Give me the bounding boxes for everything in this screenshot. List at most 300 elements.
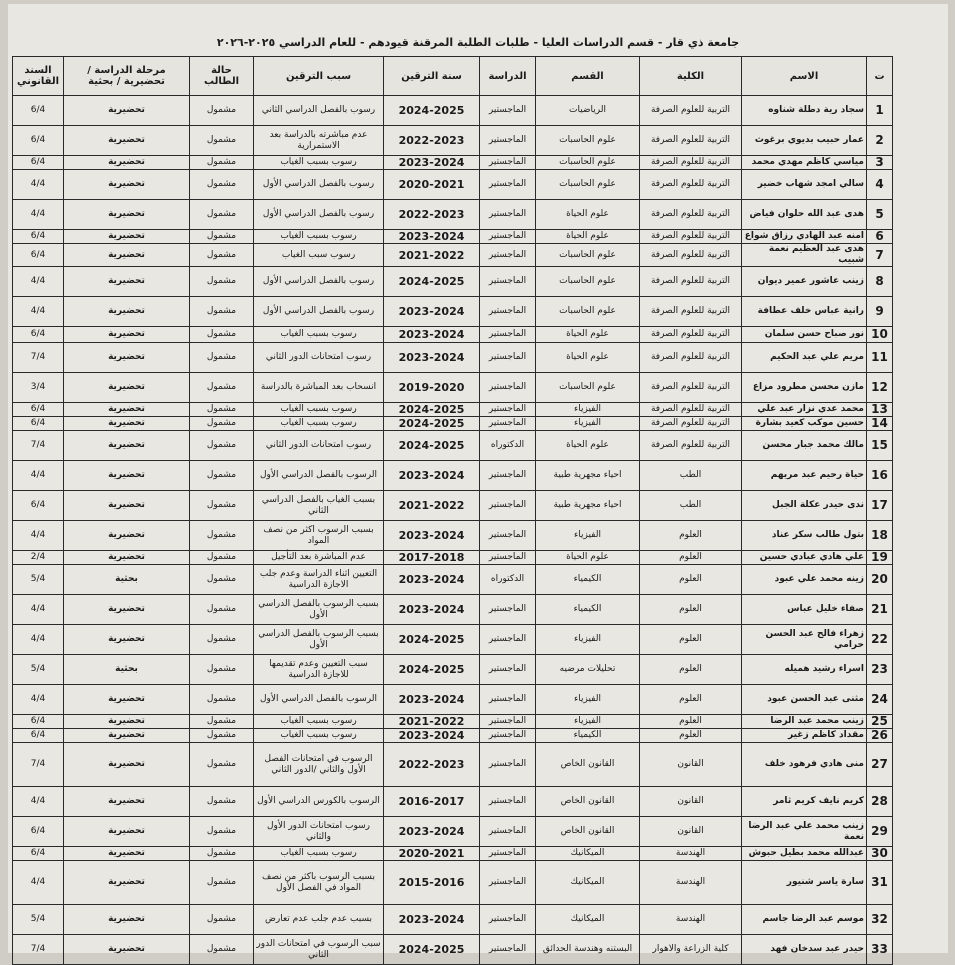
college-cell: التربية للعلوم الصرفة <box>640 126 742 156</box>
reason-cell: رسوب امتحانات الدور الأول والثاني <box>254 817 384 847</box>
stage-cell: تحضيرية <box>64 343 190 373</box>
row-number: 21 <box>867 595 893 625</box>
reason-cell: رسوب بسبب الغياب <box>254 156 384 170</box>
table-header-row <box>13 57 893 96</box>
college-cell: العلوم <box>640 729 742 743</box>
department-cell: القانون الخاص <box>536 817 640 847</box>
student-name: صفاء خليل عباس <box>742 595 867 625</box>
reason-cell: رسوب بالفصل الدراسي الأول <box>254 170 384 200</box>
document-sheet <box>8 4 948 960</box>
college-cell: التربية للعلوم الصرفة <box>640 267 742 297</box>
student-name: امنه عبد الهادي رزاق شواع <box>742 230 867 244</box>
seq-cell: 4/4 <box>13 170 64 200</box>
seq-cell: 6/4 <box>13 327 64 343</box>
stage-cell: تحضيرية <box>64 297 190 327</box>
header-reason: سبب الترقين <box>254 57 384 96</box>
student-name: رانية عباس خلف عطافة <box>742 297 867 327</box>
seq-cell: 6/4 <box>13 403 64 417</box>
department-cell: علوم الحياة <box>536 230 640 244</box>
department-cell: علوم الحاسبات <box>536 267 640 297</box>
degree-cell: الماجستير <box>480 96 536 126</box>
row-number: 10 <box>867 327 893 343</box>
reason-cell: رسوب بسبب الغياب <box>254 417 384 431</box>
status-cell: مشمول <box>190 551 254 565</box>
reason-cell: سبب الرسوب في امتحانات الدور الثاني <box>254 935 384 965</box>
degree-cell: الماجستير <box>480 625 536 655</box>
reason-cell: رسوب بسبب الغياب <box>254 729 384 743</box>
college-cell: العلوم <box>640 715 742 729</box>
degree-cell: الماجستير <box>480 403 536 417</box>
degree-cell: الماجستير <box>480 905 536 935</box>
stage-cell: بحثية <box>64 655 190 685</box>
status-cell: مشمول <box>190 787 254 817</box>
table-row <box>13 625 893 655</box>
student-name: حسين موكب كعيد بشارة <box>742 417 867 431</box>
degree-cell: الماجستير <box>480 373 536 403</box>
header-degree: الدراسة <box>480 57 536 96</box>
seq-cell: 6/4 <box>13 491 64 521</box>
stage-cell: تحضيرية <box>64 905 190 935</box>
college-cell: الهندسة <box>640 861 742 905</box>
college-cell: الهندسة <box>640 847 742 861</box>
year-cell: 2024-2025 <box>384 267 480 297</box>
table-row <box>13 655 893 685</box>
stage-cell: تحضيرية <box>64 327 190 343</box>
department-cell: علوم الحاسبات <box>536 170 640 200</box>
stage-cell: تحضيرية <box>64 861 190 905</box>
year-cell: 2020-2021 <box>384 170 480 200</box>
seq-cell: 4/4 <box>13 200 64 230</box>
student-name: زينب محمد علي عبد الرضا نعمة <box>742 817 867 847</box>
degree-cell: الماجستير <box>480 200 536 230</box>
header-num: ت <box>867 57 893 96</box>
row-number: 5 <box>867 200 893 230</box>
seq-cell: 5/4 <box>13 565 64 595</box>
stage-cell: تحضيرية <box>64 551 190 565</box>
year-cell: 2023-2024 <box>384 297 480 327</box>
stage-cell: تحضيرية <box>64 715 190 729</box>
year-cell: 2023-2024 <box>384 156 480 170</box>
stage-cell: تحضيرية <box>64 417 190 431</box>
student-name: هدى عبد العظيم نعمة شبيب <box>742 244 867 267</box>
degree-cell: الماجستير <box>480 126 536 156</box>
year-cell: 2022-2023 <box>384 743 480 787</box>
row-number: 15 <box>867 431 893 461</box>
department-cell: علوم الحياة <box>536 200 640 230</box>
table-row <box>13 847 893 861</box>
table-row <box>13 126 893 156</box>
stage-cell: تحضيرية <box>64 817 190 847</box>
status-cell: مشمول <box>190 431 254 461</box>
row-number: 12 <box>867 373 893 403</box>
department-cell: علوم الحاسبات <box>536 297 640 327</box>
student-name: هدى عبد الله حلوان فياض <box>742 200 867 230</box>
status-cell: مشمول <box>190 230 254 244</box>
status-cell: مشمول <box>190 96 254 126</box>
year-cell: 2023-2024 <box>384 343 480 373</box>
table-row <box>13 861 893 905</box>
reason-cell: انسحاب بعد المباشرة بالدراسة <box>254 373 384 403</box>
department-cell: علوم الحاسبات <box>536 126 640 156</box>
college-cell: التربية للعلوم الصرفة <box>640 327 742 343</box>
student-name: زينب محمد عبد الرضا <box>742 715 867 729</box>
header-seq: السند القانوني <box>13 57 64 96</box>
table-row <box>13 373 893 403</box>
department-cell: الميكانيك <box>536 847 640 861</box>
student-name: اسراء رشيد هميله <box>742 655 867 685</box>
stage-cell: تحضيرية <box>64 170 190 200</box>
status-cell: مشمول <box>190 461 254 491</box>
stage-cell: تحضيرية <box>64 230 190 244</box>
seq-cell: 7/4 <box>13 431 64 461</box>
row-number: 11 <box>867 343 893 373</box>
department-cell: الفيزياء <box>536 625 640 655</box>
header-dept: القسم <box>536 57 640 96</box>
degree-cell: الماجستير <box>480 655 536 685</box>
seq-cell: 7/4 <box>13 343 64 373</box>
year-cell: 2022-2023 <box>384 126 480 156</box>
department-cell: علوم الحياة <box>536 431 640 461</box>
stage-cell: تحضيرية <box>64 267 190 297</box>
reason-cell: رسوب بالفصل الدراسي الأول <box>254 200 384 230</box>
student-name: حياة رحيم عبد مريهم <box>742 461 867 491</box>
table-row <box>13 417 893 431</box>
row-number: 7 <box>867 244 893 267</box>
table-row <box>13 244 893 267</box>
year-cell: 2023-2024 <box>384 595 480 625</box>
status-cell: مشمول <box>190 625 254 655</box>
year-cell: 2017-2018 <box>384 551 480 565</box>
college-cell: التربية للعلوم الصرفة <box>640 156 742 170</box>
degree-cell: الماجستير <box>480 861 536 905</box>
stage-cell: تحضيرية <box>64 403 190 417</box>
row-number: 16 <box>867 461 893 491</box>
table-row <box>13 715 893 729</box>
table-row <box>13 729 893 743</box>
department-cell: علوم الحياة <box>536 343 640 373</box>
year-cell: 2024-2025 <box>384 431 480 461</box>
seq-cell: 6/4 <box>13 847 64 861</box>
header-stage: مرحلة الدراسة / تحضيرية / بحثية <box>64 57 190 96</box>
college-cell: العلوم <box>640 521 742 551</box>
reason-cell: عدم مباشرته بالدراسة بعد الاستمرارية <box>254 126 384 156</box>
table-row <box>13 565 893 595</box>
degree-cell: الماجستير <box>480 267 536 297</box>
stage-cell: تحضيرية <box>64 685 190 715</box>
year-cell: 2023-2024 <box>384 905 480 935</box>
table-row <box>13 96 893 126</box>
table-row <box>13 327 893 343</box>
reason-cell: رسوب بسبب الغياب <box>254 327 384 343</box>
status-cell: مشمول <box>190 156 254 170</box>
status-cell: مشمول <box>190 327 254 343</box>
student-name: موسم عبد الرضا جاسم <box>742 905 867 935</box>
status-cell: مشمول <box>190 817 254 847</box>
stage-cell: تحضيرية <box>64 491 190 521</box>
status-cell: مشمول <box>190 655 254 685</box>
seq-cell: 6/4 <box>13 417 64 431</box>
seq-cell: 6/4 <box>13 96 64 126</box>
stage-cell: تحضيرية <box>64 96 190 126</box>
table-row <box>13 403 893 417</box>
degree-cell: الماجستير <box>480 461 536 491</box>
department-cell: القانون الخاص <box>536 787 640 817</box>
college-cell: الطب <box>640 461 742 491</box>
seq-cell: 4/4 <box>13 685 64 715</box>
reason-cell: بسبب عدم جلب عدم تعارض <box>254 905 384 935</box>
table-row <box>13 491 893 521</box>
degree-cell: الماجستير <box>480 417 536 431</box>
status-cell: مشمول <box>190 729 254 743</box>
year-cell: 2023-2024 <box>384 521 480 551</box>
reason-cell: الرسوب بالكورس الدراسي الأول <box>254 787 384 817</box>
status-cell: مشمول <box>190 715 254 729</box>
degree-cell: الماجستير <box>480 297 536 327</box>
seq-cell: 4/4 <box>13 787 64 817</box>
seq-cell: 5/4 <box>13 655 64 685</box>
year-cell: 2024-2025 <box>384 625 480 655</box>
student-name: بتول طالب سكر عناد <box>742 521 867 551</box>
student-name: مياسي كاظم مهدي محمد <box>742 156 867 170</box>
reason-cell: التعيين اثناء الدراسة وعدم جلب الاجازة الدراسية <box>254 565 384 595</box>
college-cell: العلوم <box>640 655 742 685</box>
table-row <box>13 200 893 230</box>
reason-cell: عدم المباشرة بعد التأجيل <box>254 551 384 565</box>
degree-cell: الماجستير <box>480 327 536 343</box>
department-cell: علوم الحاسبات <box>536 373 640 403</box>
degree-cell: الماجستير <box>480 521 536 551</box>
reason-cell: الرسوب بالفصل الدراسي الأول <box>254 685 384 715</box>
seq-cell: 4/4 <box>13 625 64 655</box>
year-cell: 2015-2016 <box>384 861 480 905</box>
stage-cell: تحضيرية <box>64 729 190 743</box>
reason-cell: رسوب بسبب الغياب <box>254 230 384 244</box>
year-cell: 2023-2024 <box>384 230 480 244</box>
seq-cell: 3/4 <box>13 373 64 403</box>
status-cell: مشمول <box>190 491 254 521</box>
status-cell: مشمول <box>190 565 254 595</box>
row-number: 20 <box>867 565 893 595</box>
row-number: 1 <box>867 96 893 126</box>
row-number: 28 <box>867 787 893 817</box>
stage-cell: تحضيرية <box>64 787 190 817</box>
department-cell: الميكانيك <box>536 905 640 935</box>
degree-cell: الماجستير <box>480 244 536 267</box>
department-cell: الكيمياء <box>536 565 640 595</box>
reason-cell: بسبب الرسوب بالفصل الدراسي الأول <box>254 595 384 625</box>
document-title: جامعة ذي قار - قسم الدراسات العليا - طلبات الطلبة المرقنة قيودهم - للعام الدراسي ٢٠٢٥-٢٠٢٦ <box>216 36 740 49</box>
department-cell: احياء مجهرية طبية <box>536 491 640 521</box>
seq-cell: 4/4 <box>13 861 64 905</box>
seq-cell: 6/4 <box>13 126 64 156</box>
reason-cell: رسوب بسبب الغياب <box>254 403 384 417</box>
college-cell: القانون <box>640 817 742 847</box>
status-cell: مشمول <box>190 521 254 551</box>
students-table <box>12 56 893 965</box>
college-cell: التربية للعلوم الصرفة <box>640 297 742 327</box>
student-name: سارة ياسر شنيور <box>742 861 867 905</box>
header-name: الاسم <box>742 57 867 96</box>
table-row <box>13 787 893 817</box>
department-cell: الفيزياء <box>536 403 640 417</box>
status-cell: مشمول <box>190 905 254 935</box>
row-number: 18 <box>867 521 893 551</box>
college-cell: التربية للعلوم الصرفة <box>640 417 742 431</box>
degree-cell: الماجستير <box>480 935 536 965</box>
table-row <box>13 905 893 935</box>
degree-cell: الماجستير <box>480 170 536 200</box>
degree-cell: الماجستير <box>480 595 536 625</box>
reason-cell: رسوب بالفصل الدراسي الأول <box>254 267 384 297</box>
degree-cell: الماجستير <box>480 743 536 787</box>
row-number: 29 <box>867 817 893 847</box>
reason-cell: رسوب بالفصل الدراسي الثاني <box>254 96 384 126</box>
stage-cell: تحضيرية <box>64 373 190 403</box>
seq-cell: 6/4 <box>13 817 64 847</box>
status-cell: مشمول <box>190 244 254 267</box>
college-cell: التربية للعلوم الصرفة <box>640 244 742 267</box>
table-row <box>13 431 893 461</box>
college-cell: الهندسة <box>640 905 742 935</box>
college-cell: العلوم <box>640 595 742 625</box>
department-cell: الرياضيات <box>536 96 640 126</box>
reason-cell: رسوب امتحانات الدور الثاني <box>254 431 384 461</box>
year-cell: 2020-2021 <box>384 847 480 861</box>
reason-cell: بسبب الغياب بالفصل الدراسي الثاني <box>254 491 384 521</box>
year-cell: 2023-2024 <box>384 817 480 847</box>
reason-cell: رسوب بسبب الغياب <box>254 847 384 861</box>
stage-cell: تحضيرية <box>64 431 190 461</box>
department-cell: الكيمياء <box>536 595 640 625</box>
stage-cell: تحضيرية <box>64 935 190 965</box>
seq-cell: 7/4 <box>13 935 64 965</box>
year-cell: 2021-2022 <box>384 715 480 729</box>
degree-cell: الماجستير <box>480 685 536 715</box>
reason-cell: رسوب بسبب الغياب <box>254 715 384 729</box>
college-cell: القانون <box>640 787 742 817</box>
year-cell: 2022-2023 <box>384 200 480 230</box>
row-number: 30 <box>867 847 893 861</box>
degree-cell: الدكتوراه <box>480 565 536 595</box>
stage-cell: تحضيرية <box>64 126 190 156</box>
college-cell: التربية للعلوم الصرفة <box>640 373 742 403</box>
degree-cell: الماجستير <box>480 729 536 743</box>
department-cell: علوم الحاسبات <box>536 156 640 170</box>
status-cell: مشمول <box>190 373 254 403</box>
row-number: 14 <box>867 417 893 431</box>
row-number: 17 <box>867 491 893 521</box>
row-number: 22 <box>867 625 893 655</box>
status-cell: مشمول <box>190 935 254 965</box>
row-number: 26 <box>867 729 893 743</box>
degree-cell: الماجستير <box>480 491 536 521</box>
college-cell: التربية للعلوم الصرفة <box>640 431 742 461</box>
seq-cell: 4/4 <box>13 521 64 551</box>
department-cell: الفيزياء <box>536 521 640 551</box>
college-cell: العلوم <box>640 625 742 655</box>
row-number: 25 <box>867 715 893 729</box>
reason-cell: رسوب سبب الغياب <box>254 244 384 267</box>
student-name: عبدالله محمد بطيل حبوش <box>742 847 867 861</box>
table-row <box>13 156 893 170</box>
student-name: مثنى عبد الحسن عبود <box>742 685 867 715</box>
row-number: 9 <box>867 297 893 327</box>
year-cell: 2023-2024 <box>384 327 480 343</box>
year-cell: 2023-2024 <box>384 461 480 491</box>
status-cell: مشمول <box>190 685 254 715</box>
college-cell: كلية الزراعة والاهوار <box>640 935 742 965</box>
college-cell: التربية للعلوم الصرفة <box>640 403 742 417</box>
department-cell: البستنه وهندسة الحدائق <box>536 935 640 965</box>
department-cell: الميكانيك <box>536 861 640 905</box>
student-name: علي هادي عبادي حسين <box>742 551 867 565</box>
status-cell: مشمول <box>190 297 254 327</box>
student-name: منى هادي فرهود خلف <box>742 743 867 787</box>
row-number: 2 <box>867 126 893 156</box>
year-cell: 2023-2024 <box>384 565 480 595</box>
row-number: 4 <box>867 170 893 200</box>
department-cell: علوم الحياة <box>536 551 640 565</box>
row-number: 8 <box>867 267 893 297</box>
stage-cell: تحضيرية <box>64 743 190 787</box>
student-name: مازن محسن مطرود مزاع <box>742 373 867 403</box>
status-cell: مشمول <box>190 595 254 625</box>
table-row <box>13 817 893 847</box>
department-cell: الفيزياء <box>536 715 640 729</box>
table-row <box>13 297 893 327</box>
department-cell: علوم الحاسبات <box>536 244 640 267</box>
table-row <box>13 230 893 244</box>
student-name: حيدر عبد سدخان فهد <box>742 935 867 965</box>
seq-cell: 6/4 <box>13 244 64 267</box>
status-cell: مشمول <box>190 403 254 417</box>
row-number: 19 <box>867 551 893 565</box>
degree-cell: الماجستير <box>480 156 536 170</box>
header-year: سنة الترقين <box>384 57 480 96</box>
student-name: عمار حبيب بديوي برغوث <box>742 126 867 156</box>
college-cell: القانون <box>640 743 742 787</box>
year-cell: 2024-2025 <box>384 96 480 126</box>
table-row <box>13 461 893 491</box>
college-cell: التربية للعلوم الصرفة <box>640 200 742 230</box>
stage-cell: تحضيرية <box>64 156 190 170</box>
department-cell: الكيمياء <box>536 729 640 743</box>
seq-cell: 4/4 <box>13 267 64 297</box>
student-name: زهراء فالح عبد الحسن حرامي <box>742 625 867 655</box>
stage-cell: تحضيرية <box>64 595 190 625</box>
table-row <box>13 743 893 787</box>
degree-cell: الماجستير <box>480 787 536 817</box>
status-cell: مشمول <box>190 170 254 200</box>
college-cell: العلوم <box>640 565 742 595</box>
department-cell: علوم الحياة <box>536 327 640 343</box>
seq-cell: 2/4 <box>13 551 64 565</box>
college-cell: التربية للعلوم الصرفة <box>640 96 742 126</box>
student-name: مالك محمد جبار محسن <box>742 431 867 461</box>
college-cell: التربية للعلوم الصرفة <box>640 343 742 373</box>
row-number: 33 <box>867 935 893 965</box>
college-cell: العلوم <box>640 551 742 565</box>
reason-cell: رسوب بالفصل الدراسي الأول <box>254 297 384 327</box>
table-row <box>13 595 893 625</box>
stage-cell: تحضيرية <box>64 244 190 267</box>
row-number: 3 <box>867 156 893 170</box>
stage-cell: تحضيرية <box>64 200 190 230</box>
year-cell: 2021-2022 <box>384 491 480 521</box>
seq-cell: 6/4 <box>13 715 64 729</box>
department-cell: القانون الخاص <box>536 743 640 787</box>
student-name: مريم علي عبد الحكيم <box>742 343 867 373</box>
